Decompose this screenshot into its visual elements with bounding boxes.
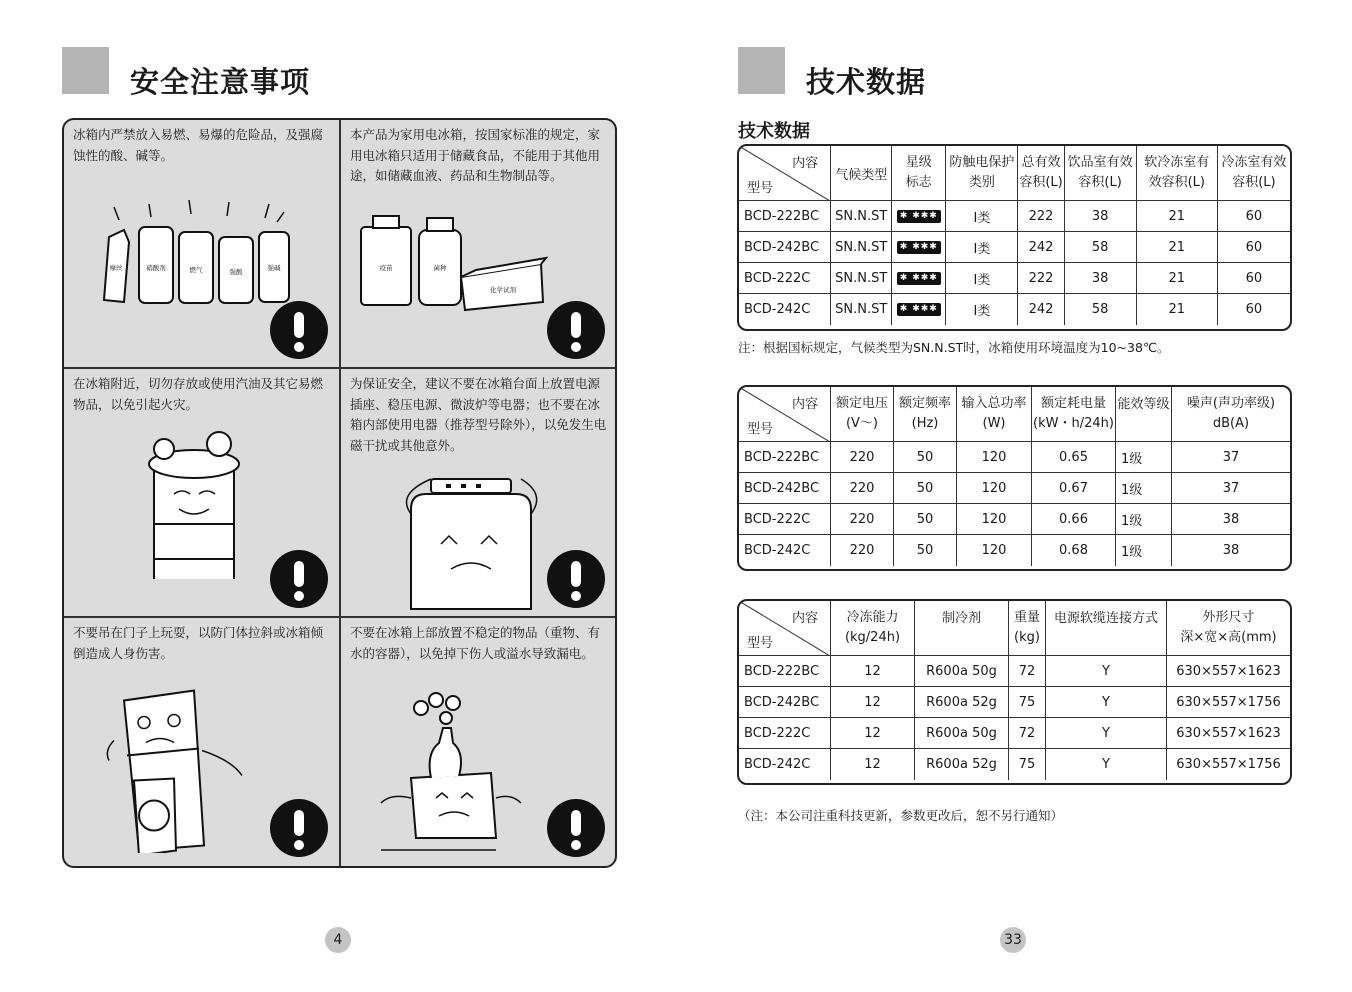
table-corner: 内容 型号: [739, 146, 831, 201]
table-header: 制冷剂: [915, 601, 1009, 656]
table-row: BCD-242BC 12 R600a 52g 75 Y 630×557×1756: [739, 687, 1290, 718]
spec-table-1: [737, 144, 1292, 331]
box-label: 菌种: [433, 264, 447, 272]
star-rating-icon: ✱ ✱✱✱: [897, 303, 941, 316]
safety-text: 本产品为家用电冰箱，按国家标准的规定，家用电冰箱只适用于储藏食品，不能用于其他用途，如储藏血液、药品和生物制品等。: [350, 127, 601, 183]
table-row: BCD-222BC 12 R600a 50g 72 Y 630×557×1623: [739, 656, 1290, 687]
table-header: 饮品室有效 容积(L): [1065, 146, 1137, 201]
safety-cell: [64, 120, 338, 367]
table-row: BCD-242C 220 50 120 0.68 1级 38: [739, 535, 1290, 566]
left-header-block: [62, 47, 109, 94]
box-label: 化学试剂: [490, 286, 516, 294]
warning-icon: [270, 550, 328, 608]
warning-icon: [547, 301, 605, 359]
table-row: BCD-242BC 220 50 120 0.67 1级 37: [739, 473, 1290, 504]
warning-icon: [547, 550, 605, 608]
safety-text: 不要在冰箱上部放置不稳定的物品（重物、有水的容器），以免掉下伤人或溢水导致漏电。: [350, 625, 601, 661]
star-rating-icon: ✱ ✱✱✱: [897, 210, 941, 223]
safety-cell: [341, 618, 615, 865]
right-page-title: 技术数据: [806, 65, 927, 99]
table-header: 额定频率 (Hz): [894, 387, 957, 442]
table-row: BCD-222C 12 R600a 50g 72 Y 630×557×1623: [739, 718, 1290, 749]
table-header: 输入总功率 (W): [957, 387, 1032, 442]
climate-note: 注：根据国标规定，气候类型为SN.N.ST时，冰箱使用环境温度为10~38℃。: [738, 340, 1170, 355]
table-header: 能效等级: [1116, 387, 1172, 442]
table-row: BCD-222BC SN.N.ST ✱ ✱✱✱ Ⅰ类 222 38 21 60: [739, 201, 1290, 232]
table-header: 总有效 容积(L): [1018, 146, 1064, 201]
table-row: BCD-242C 12 R600a 52g 75 Y 630×557×1756: [739, 749, 1290, 780]
bottle-label: 强碱: [267, 264, 281, 272]
bottle-label: 摩丝: [109, 264, 123, 272]
safety-cell: [64, 369, 338, 616]
table-header: 重量 (kg): [1009, 601, 1046, 656]
warning-icon: [270, 799, 328, 857]
spec-table-2: [737, 385, 1292, 571]
box-label: 疫苗: [379, 264, 393, 272]
left-page-title: 安全注意事项: [130, 65, 311, 99]
table-header: 软冷冻室有 效容积(L): [1137, 146, 1218, 201]
table-header: 星级 标志: [892, 146, 946, 201]
table-row: BCD-222C SN.N.ST ✱ ✱✱✱ Ⅰ类 222 38 21 60: [739, 263, 1290, 294]
table-header: 气候类型: [831, 146, 892, 201]
safety-text: 冰箱内严禁放入易燃、易爆的危险品，及强腐蚀性的酸、碱等。: [73, 127, 324, 163]
safety-grid: [62, 118, 617, 868]
table-header: 额定电压 (V～): [831, 387, 894, 442]
table-corner: 内容 型号: [739, 387, 831, 442]
star-rating-icon: ✱ ✱✱✱: [897, 241, 941, 254]
bottle-label: 硝酸剂: [146, 264, 166, 272]
table-row: BCD-222C 220 50 120 0.66 1级 38: [739, 504, 1290, 535]
warning-icon: [270, 301, 328, 359]
update-note: （注：本公司注重科技更新，参数更改后，恕不另行通知）: [738, 808, 1064, 823]
star-rating-icon: ✱ ✱✱✱: [897, 272, 941, 285]
flammables-illustration: [79, 192, 299, 342]
warning-icon: [547, 799, 605, 857]
table-header: 冷冻室有效 容积(L): [1218, 146, 1290, 201]
table-header: 外形尺寸 深×宽×高(mm): [1167, 601, 1290, 656]
table-header: 额定耗电量 (kW・h/24h): [1032, 387, 1116, 442]
safety-text: 为保证安全，建议不要在冰箱台面上放置电源插座、稳压电源、微波炉等电器；也不要在冰箱内部使用电器（推荐型号除外），以免发生电磁干扰或其他意外。: [350, 376, 607, 453]
table-header: 电源软缆连接方式: [1046, 601, 1167, 656]
table-corner: 内容 型号: [739, 601, 831, 656]
table-row: BCD-242BC SN.N.ST ✱ ✱✱✱ Ⅰ类 242 58 21 60: [739, 232, 1290, 263]
table-header: 噪声(声功率级) dB(A): [1172, 387, 1290, 442]
left-page-number: 4: [325, 927, 351, 953]
table-row: BCD-242C SN.N.ST ✱ ✱✱✱ Ⅰ类 242 58 21 60: [739, 294, 1290, 325]
table-header: 防触电保护 类别: [946, 146, 1018, 201]
table-row: BCD-222BC 220 50 120 0.65 1级 37: [739, 442, 1290, 473]
medicine-illustration: [351, 192, 571, 342]
bottle-label: 燃气: [189, 266, 203, 274]
right-page-number: 33: [1000, 927, 1026, 953]
table-header: 冷冻能力 (kg/24h): [831, 601, 915, 656]
safety-cell: [341, 369, 615, 616]
bottle-label: 强酸: [229, 268, 243, 276]
safety-cell: [64, 618, 338, 865]
right-header-block: [738, 47, 785, 94]
safety-cell: [341, 120, 615, 367]
safety-text: 不要吊在门子上玩耍，以防门体拉斜或冰箱倾倒造成人身伤害。: [73, 625, 324, 661]
spec-subtitle: 技术数据: [738, 121, 810, 142]
safety-text: 在冰箱附近，切勿存放或使用汽油及其它易燃物品，以免引起火灾。: [73, 376, 324, 412]
spec-table-3: [737, 599, 1292, 785]
